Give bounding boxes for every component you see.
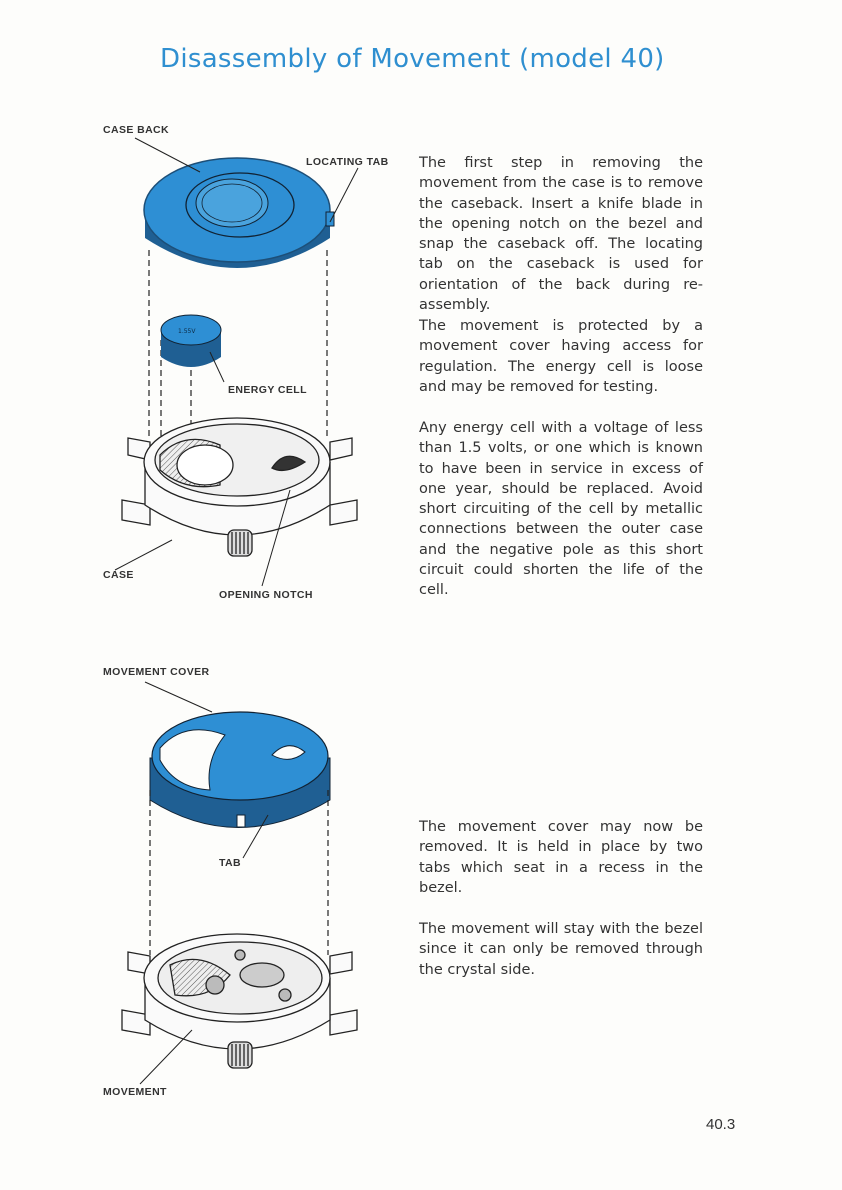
paragraph-movement-removal: The movement will stay with the bezel since it can only be removed through the crystal side. [419,921,703,978]
case-back-part [144,158,334,268]
energy-cell-part [161,315,221,367]
paragraph-movement-cover: The movement is protected by a movement cover having access for regulation. The energy cell is loose and may be removed for testing. [419,318,703,395]
svg-text:1.55V: 1.55V [178,328,196,335]
paragraph-energy-cell: Any energy cell with a voltage of less than 1.5 volts, or one which is known to have been in service in excess of one year, should be replaced. Avoid short circuiting of the cell by metallic connections between the outer case and the negative pole as this short circuit could shorten the life of the cell. [419,420,703,599]
case-part [122,418,357,556]
label-case-back: CASE BACK [103,124,170,136]
label-movement: MOVEMENT [103,1086,167,1098]
label-tab: TAB [219,857,242,869]
label-energy-cell: ENERGY CELL [228,384,307,396]
label-locating-tab: LOCATING TAB [306,156,389,168]
label-movement-cover: MOVEMENT COVER [103,666,210,678]
label-opening-notch: OPENING NOTCH [219,589,313,601]
paragraph-cover-removal: The movement cover may now be removed. It is held in place by two tabs which seat in a recess in the bezel. [419,819,703,896]
label-case: CASE [103,569,134,581]
movement-cover-part [150,712,330,828]
movement-part [122,934,357,1068]
page-title: Disassembly of Movement (model 40) [160,44,665,74]
page-number: 40.3 [706,1116,736,1133]
paragraph-caseback: The first step in removing the movement from the case is to remove the caseback. Insert a knife blade in the opening notch on the bezel and snap the caseback off. The locating tab on the caseback is used for orientation of the back during re-assembly. [419,155,703,314]
